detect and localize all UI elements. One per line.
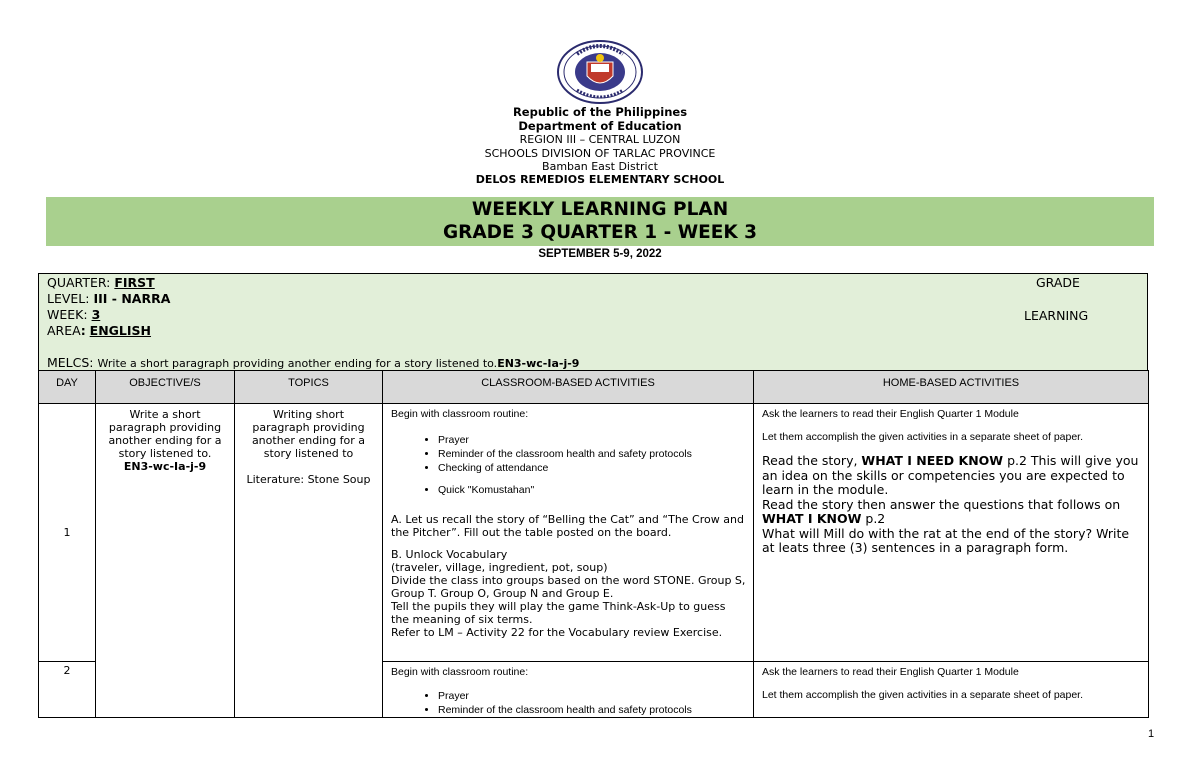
quarter-line: QUARTER: FIRST: [47, 275, 155, 290]
day-cell: 2: [39, 662, 96, 718]
info-box: [38, 273, 1148, 372]
level-line: LEVEL: III - NARRA: [47, 291, 171, 306]
header-republic: Republic of the Philippines: [512, 105, 688, 119]
page-number: 1: [1148, 728, 1155, 740]
header-topics: TOPICS: [235, 371, 383, 404]
header-school: DELOS REMEDIOS ELEMENTARY SCHOOL: [475, 173, 725, 186]
header-district: Bamban East District: [542, 160, 658, 173]
classroom-cell: Begin with classroom routine: • Prayer • Reminder of the classroom health and safety protocols • Checking of attendance • Quick "Komustahan" A. Let us recall the story of “Belling the Cat” and “The Crow and the Pitcher”. Fill out the table posted on the board. B. Unlock Vocabulary (traveler, village, ingredient, pot, soup) Divide the class into groups based on the word STONE. Group S, Group T. Group O, Group N and Group E. Tell the pupils they will play the game Think-Ask-Up to guess the meaning of six terms. Refer to LM – Activity 22 for the Vocabulary review Exercise.: [383, 404, 754, 662]
learning-label: LEARNING: [1024, 308, 1089, 323]
deped-seal-icon: [557, 40, 643, 104]
header-region: REGION III – CENTRAL LUZON: [519, 133, 681, 146]
title-line2: GRADE 3 QUARTER 1 - WEEK 3: [442, 222, 758, 243]
grade-label: GRADE: [1036, 275, 1080, 290]
header-division: SCHOOLS DIVISION OF TARLAC PROVINCE: [484, 147, 716, 160]
day-cell: 1: [39, 404, 96, 662]
table-row: [39, 404, 1149, 662]
table-header-row: [39, 371, 1149, 404]
home-cell: Ask the learners to read their English Quarter 1 Module Let them accomplish the given activities in a separate sheet of paper.: [754, 662, 1149, 718]
melcs-line: MELCS: Write a short paragraph providing another ending for a story listened to.EN3-wc-Ia-j-9: [47, 355, 580, 370]
header-home: HOME-BASED ACTIVITIES: [754, 371, 1149, 404]
topic-cell: Writing short paragraph providing another ending for a story listened to Literature: Stone Soup: [235, 404, 383, 718]
classroom-cell: Begin with classroom routine: • Prayer • Reminder of the classroom health and safety protocols: [383, 662, 754, 718]
plan-table: [38, 370, 1149, 718]
objective-cell: Write a short paragraph providing another ending for a story listened to. EN3-wc-Ia-j-9: [96, 404, 235, 718]
header-day: DAY: [39, 371, 96, 404]
area-line: AREA: ENGLISH: [47, 323, 152, 338]
title-band: [46, 197, 1154, 246]
home-cell: Ask the learners to read their English Quarter 1 Module Let them accomplish the given activities in a separate sheet of paper. Read the story, WHAT I NEED KNOW p.2 This will give you an idea on the skills or competencies you are expected to learn in the module. Read the story then answer the questions that follows on WHAT I KNOW p.2 What will Mill do with the rat at the end of the story? Write at leats three (3) sentences in a paragraph form.: [754, 404, 1149, 662]
title-line1: WEEKLY LEARNING PLAN: [471, 199, 729, 220]
week-line: WEEK: 3: [47, 307, 101, 322]
header-department: Department of Education: [518, 119, 682, 133]
header-objectives: OBJECTIVE/S: [96, 371, 235, 404]
plan-date: SEPTEMBER 5-9, 2022: [538, 248, 662, 260]
header-classroom: CLASSROOM-BASED ACTIVITIES: [383, 371, 754, 404]
